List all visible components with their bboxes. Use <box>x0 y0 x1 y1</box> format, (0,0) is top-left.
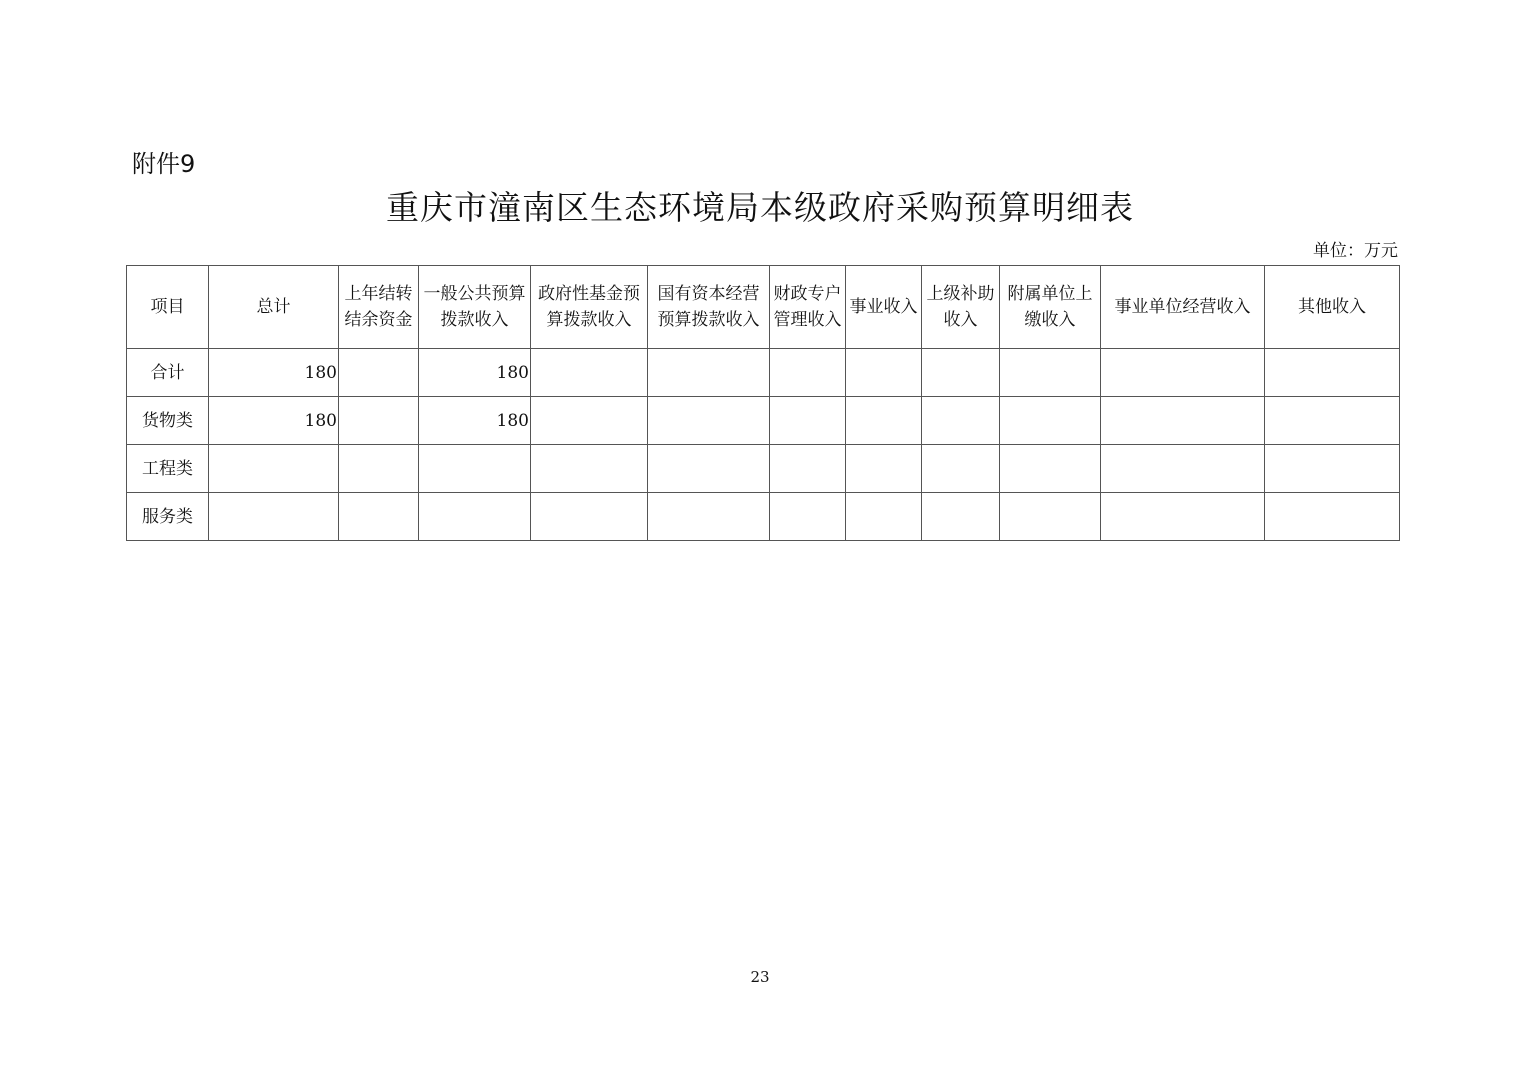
table-cell <box>1265 397 1400 445</box>
header-row <box>127 266 1400 349</box>
table-cell <box>770 397 846 445</box>
procurement-budget-table <box>126 265 1400 541</box>
table-cell <box>922 493 1000 541</box>
table-header <box>127 266 1400 349</box>
table-cell <box>770 493 846 541</box>
table-cell <box>846 445 922 493</box>
table-cell <box>209 493 339 541</box>
header-business-income: 事业收入 <box>846 266 922 349</box>
page-title: 重庆市潼南区生态环境局本级政府采购预算明细表 <box>386 188 1134 227</box>
table-cell: 180 <box>209 397 339 445</box>
table-cell <box>1101 445 1265 493</box>
table-cell <box>648 397 770 445</box>
table-cell <box>419 445 531 493</box>
row-label: 工程类 <box>127 445 209 493</box>
table-cell <box>648 349 770 397</box>
table-cell <box>1101 349 1265 397</box>
table-cell <box>770 349 846 397</box>
table-cell <box>339 349 419 397</box>
table-row <box>127 397 1400 445</box>
table-cell <box>531 397 648 445</box>
header-affiliated-unit-payment: 附属单位上缴收入 <box>1000 266 1101 349</box>
header-state-capital-budget: 国有资本经营预算拨款收入 <box>648 266 770 349</box>
header-government-fund-budget: 政府性基金预算拨款收入 <box>531 266 648 349</box>
row-label: 合计 <box>127 349 209 397</box>
table-cell <box>1265 445 1400 493</box>
table-cell <box>339 445 419 493</box>
table-row <box>127 445 1400 493</box>
header-other-income: 其他收入 <box>1265 266 1400 349</box>
table-cell <box>846 493 922 541</box>
table-row <box>127 493 1400 541</box>
header-prior-year-carryover: 上年结转结余资金 <box>339 266 419 349</box>
page-number: 23 <box>750 968 770 986</box>
table-cell <box>1101 397 1265 445</box>
table-cell <box>922 349 1000 397</box>
table-cell <box>419 493 531 541</box>
table-cell <box>922 445 1000 493</box>
header-item: 项目 <box>127 266 209 349</box>
table-cell <box>846 397 922 445</box>
table-cell <box>846 349 922 397</box>
table-cell <box>770 445 846 493</box>
table-cell: 180 <box>209 349 339 397</box>
table-cell <box>1101 493 1265 541</box>
table-cell <box>1000 397 1101 445</box>
table-cell <box>1000 493 1101 541</box>
table-cell <box>339 397 419 445</box>
table-cell <box>922 397 1000 445</box>
header-total: 总计 <box>209 266 339 349</box>
attachment-label: 附件9 <box>132 150 196 178</box>
row-label: 货物类 <box>127 397 209 445</box>
table-row <box>127 349 1400 397</box>
row-label: 服务类 <box>127 493 209 541</box>
table-cell <box>1000 445 1101 493</box>
table-body <box>127 349 1400 541</box>
table-cell <box>339 493 419 541</box>
header-general-public-budget: 一般公共预算拨款收入 <box>419 266 531 349</box>
table-cell: 180 <box>419 397 531 445</box>
table-cell <box>531 493 648 541</box>
table-cell <box>648 493 770 541</box>
table-cell: 180 <box>419 349 531 397</box>
table-cell <box>1265 349 1400 397</box>
table-cell <box>1265 493 1400 541</box>
table-cell <box>1000 349 1101 397</box>
table-cell <box>648 445 770 493</box>
header-superior-subsidy: 上级补助收入 <box>922 266 1000 349</box>
header-business-operating-income: 事业单位经营收入 <box>1101 266 1265 349</box>
table-cell <box>531 349 648 397</box>
table-cell <box>531 445 648 493</box>
header-fiscal-special-account: 财政专户管理收入 <box>770 266 846 349</box>
unit-label: 单位：万元 <box>1313 241 1398 261</box>
table-cell <box>209 445 339 493</box>
